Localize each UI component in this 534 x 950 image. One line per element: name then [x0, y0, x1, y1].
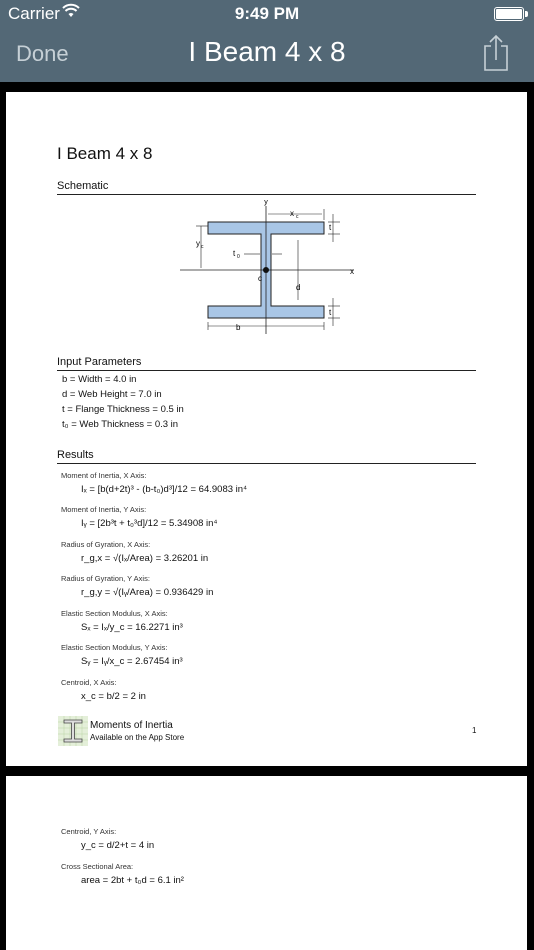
input-parameters-heading: Input Parameters	[57, 356, 476, 371]
result-formula: Iᵧ = [2b³t + t₀³d]/12 = 5.34908 in⁴	[81, 518, 218, 529]
schematic-y-label: y	[264, 200, 268, 206]
result-label: Radius of Gyration, X Axis:	[61, 540, 151, 549]
schematic-yc-sub: c	[201, 244, 204, 250]
schematic-heading: Schematic	[57, 180, 476, 195]
schematic-yc-label: y	[196, 239, 200, 248]
result-formula: r_g,x = √(Iₓ/Area) = 3.26201 in	[81, 553, 209, 564]
battery-icon	[494, 7, 524, 21]
schematic-d-label: d	[296, 283, 301, 292]
schematic-t-top-label: t	[329, 223, 332, 232]
schematic-t-bottom-label: t	[329, 308, 332, 317]
result-label: Elastic Section Modulus, X Axis:	[61, 609, 168, 618]
schematic-c-label: c	[258, 274, 262, 283]
footer-app-subtitle: Available on the App Store	[90, 733, 185, 742]
result-formula: r_g,y = √(Iᵧ/Area) = 0.936429 in	[81, 587, 214, 598]
carrier-label: Carrier	[8, 4, 60, 23]
result-formula: y_c = d/2+t = 4 in	[81, 840, 155, 851]
schematic-xc-sub: c	[296, 214, 299, 220]
result-label: Elastic Section Modulus, Y Axis:	[61, 643, 168, 652]
result-label: Centroid, X Axis:	[61, 678, 117, 687]
nav-title: I Beam 4 x 8	[188, 36, 346, 67]
param-web-thickness: t₀ = Web Thickness = 0.3 in	[62, 419, 179, 430]
done-button[interactable]: Done	[16, 41, 69, 66]
clock: 9:49 PM	[234, 4, 300, 23]
status-bar	[0, 0, 534, 28]
result-formula: x_c = b/2 = 2 in	[81, 691, 146, 702]
document-page-2	[6, 776, 527, 950]
i-beam-schematic	[178, 200, 368, 340]
result-formula: Sₓ = Iₓ/y_c = 16.2271 in³	[81, 622, 183, 633]
param-width: b = Width = 4.0 in	[62, 374, 137, 385]
schematic-b-label: b	[236, 323, 241, 332]
footer-app-title: Moments of Inertia	[90, 720, 173, 731]
schematic-x-label: x	[350, 267, 354, 276]
page-number: 1	[472, 726, 477, 735]
schematic-t0-sub: 0	[237, 254, 240, 260]
result-label: Cross Sectional Area:	[61, 862, 134, 871]
result-formula: area = 2bt + t₀d = 6.1 in²	[81, 875, 184, 886]
document-title: I Beam 4 x 8	[57, 144, 153, 163]
result-label: Moment of Inertia, X Axis:	[61, 471, 147, 480]
result-label: Moment of Inertia, Y Axis:	[61, 505, 147, 514]
nav-bar	[0, 28, 534, 82]
result-formula: Sᵧ = Iᵧ/x_c = 2.67454 in³	[81, 656, 183, 667]
result-label: Centroid, Y Axis:	[61, 827, 117, 836]
param-web-height: d = Web Height = 7.0 in	[62, 389, 162, 400]
schematic-xc-label: x	[290, 209, 294, 218]
app-logo-icon	[58, 716, 88, 746]
result-formula: Iₓ = [b(d+2t)³ - (b-t₀)d³]/12 = 64.9083 in⁴	[81, 484, 248, 495]
param-flange-thickness: t = Flange Thickness = 0.5 in	[62, 404, 184, 415]
document-page-1	[6, 92, 527, 766]
result-label: Radius of Gyration, Y Axis:	[61, 574, 150, 583]
share-icon[interactable]	[482, 34, 510, 72]
results-heading: Results	[57, 449, 476, 464]
schematic-t0-label: t	[233, 249, 236, 258]
